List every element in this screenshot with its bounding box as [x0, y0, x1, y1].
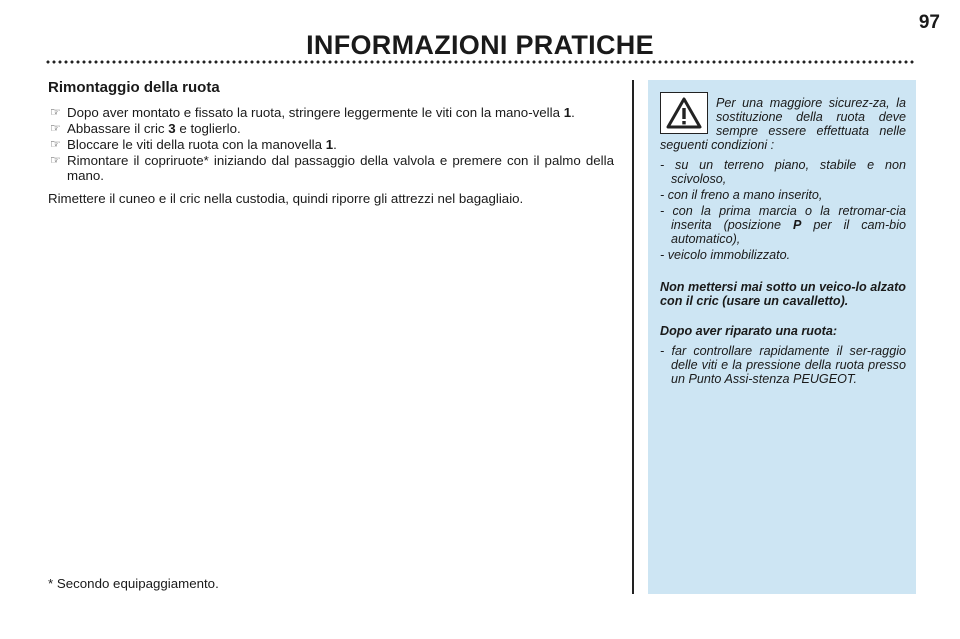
instruction-item: ☞ Abbassare il cric 3 e toglierlo.	[50, 121, 241, 136]
sidebar-content	[660, 96, 906, 388]
pointing-hand-icon: ☞	[50, 121, 61, 135]
condition-item: - con la prima marcia o la retromar-cia inserita (posizione P per il cam-bio automatico),	[660, 204, 906, 246]
condition-item: - su un terreno piano, stabile e non scivoloso,	[660, 158, 906, 186]
after-repair-item: - far controllare rapidamente il ser-raggio delle viti e la pressione della ruota presso un Punto Assi-stenza PEUGEOT.	[660, 344, 906, 386]
condition-item: - con il freno a mano inserito,	[660, 188, 823, 202]
footnote: * Secondo equipaggiamento.	[48, 576, 219, 591]
after-repair-list	[660, 344, 906, 386]
pointing-hand-icon: ☞	[50, 105, 61, 119]
warning-triangle-icon	[660, 92, 708, 134]
dotted-divider	[45, 60, 915, 64]
page-title: INFORMAZIONI PRATICHE	[306, 30, 654, 60]
section-heading: Rimontaggio della ruota	[48, 79, 220, 96]
instruction-item: ☞ Dopo aver montato e fissato la ruota, stringere leggermente le viti con la mano-vella 1.	[50, 105, 575, 120]
pointing-hand-icon: ☞	[50, 153, 61, 167]
closing-paragraph: Rimettere il cuneo e il cric nella custodia, quindi riporre gli attrezzi nel bagagliaio.	[48, 191, 524, 206]
instruction-item: ☞ Rimontare il copriruote* iniziando dal passaggio della valvola e premere con il palmo della mano.	[50, 153, 614, 183]
safety-sidebar	[648, 80, 916, 594]
page-number: 97	[918, 12, 940, 33]
condition-item: - veicolo immobilizzato.	[660, 248, 791, 262]
pointing-hand-icon: ☞	[50, 137, 61, 151]
instruction-item: ☞ Bloccare le viti della ruota con la manovella 1.	[50, 137, 337, 152]
column-divider	[632, 80, 634, 594]
jack-warning: Non mettersi mai sotto un veico-lo alzato con il cric (usare un cavalletto).	[660, 280, 906, 308]
after-repair-heading: Dopo aver riparato una ruota:	[660, 324, 838, 338]
conditions-list	[660, 158, 906, 262]
sidebar-intro: Per una maggiore sicurez-za, la sostituzione della ruota deve sempre essere effettuata nelle seguenti condizioni :	[660, 96, 906, 152]
instruction-list	[48, 105, 614, 183]
left-column	[48, 80, 614, 206]
